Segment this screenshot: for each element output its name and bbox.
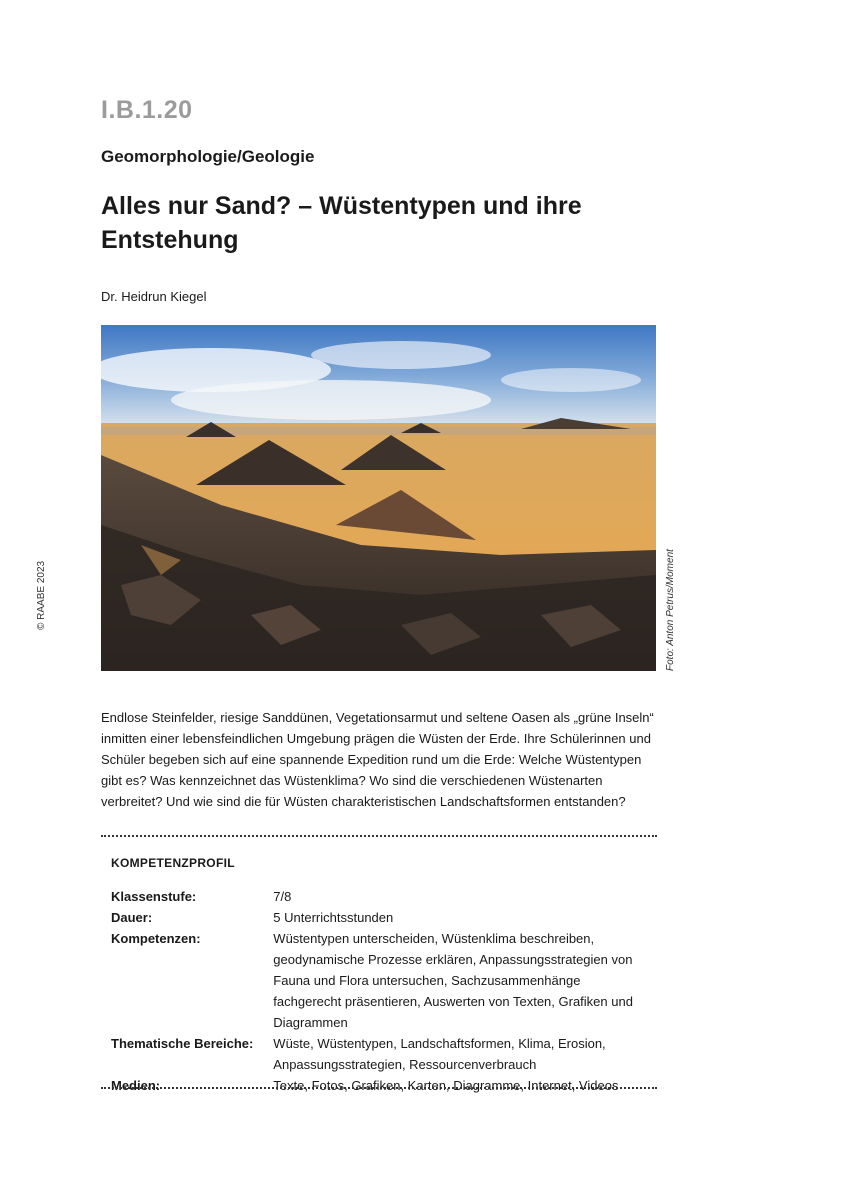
profile-row-duration — [111, 907, 651, 928]
competence-profile-table — [111, 886, 651, 1096]
profile-label: Kompetenzen: — [111, 931, 201, 946]
profile-value: Wüstentypen unterscheiden, Wüstenklima beschreiben, geodynamische Prozesse erklären, Anpassungsstrategien von Fauna und Flora untersuchen, Sachzusammenhänge fachgerecht präsentieren, Auswerten von Texten, Grafiken und Diagrammen — [273, 931, 633, 1030]
intro-paragraph: Endlose Steinfelder, riesige Sanddünen, Vegetationsarmut und seltene Oasen als „grüne Inseln“ inmitten einer lebensfeindlichen Umgebung prägen die Wüsten der Erde. Ihre Schülerinnen und Schüler begeben sich auf eine spannende Expedition rund um die Erde: Welche Wüstentypen gibt es? Was kennzeichnet das Wüstenklima? Wo sind die verschiedenen Wüstenarten verbreitet? Und wie sind die für Wüsten charakteristischen Landschaftsformen entstanden? — [101, 710, 654, 809]
subject-heading: Geomorphologie/Geologie — [101, 147, 315, 166]
profile-value: Texte, Fotos, Grafiken, Karten, Diagramme, Internet, Videos — [273, 1078, 619, 1093]
competence-profile-heading: KOMPETENZPROFIL — [111, 856, 235, 870]
profile-label: Klassenstufe: — [111, 889, 197, 904]
profile-row-media — [111, 1075, 651, 1096]
profile-value: 7/8 — [273, 889, 292, 904]
page-title: Alles nur Sand? – Wüstentypen und ihre Entstehung — [101, 192, 582, 254]
profile-label: Medien: — [111, 1078, 161, 1093]
author-name: Dr. Heidrun Kiegel — [101, 289, 207, 304]
copyright-note: © RAABE 2023 — [36, 560, 47, 630]
profile-row-competences — [111, 928, 651, 1033]
profile-value: Wüste, Wüstentypen, Landschaftsformen, Klima, Erosion, Anpassungsstrategien, Ressourcenverbrauch — [273, 1036, 606, 1072]
profile-label: Thematische Bereiche: — [111, 1036, 254, 1051]
photo-credit: Foto: Anton Petrus/Moment — [665, 549, 676, 671]
desert-photo — [101, 325, 656, 671]
top-divider — [101, 835, 657, 837]
bottom-divider — [101, 1087, 657, 1089]
profile-row-grade — [111, 886, 651, 907]
profile-value: 5 Unterrichtsstunden — [273, 910, 394, 925]
unit-code: I.B.1.20 — [101, 96, 193, 124]
profile-row-topics — [111, 1033, 651, 1075]
profile-label: Dauer: — [111, 910, 153, 925]
